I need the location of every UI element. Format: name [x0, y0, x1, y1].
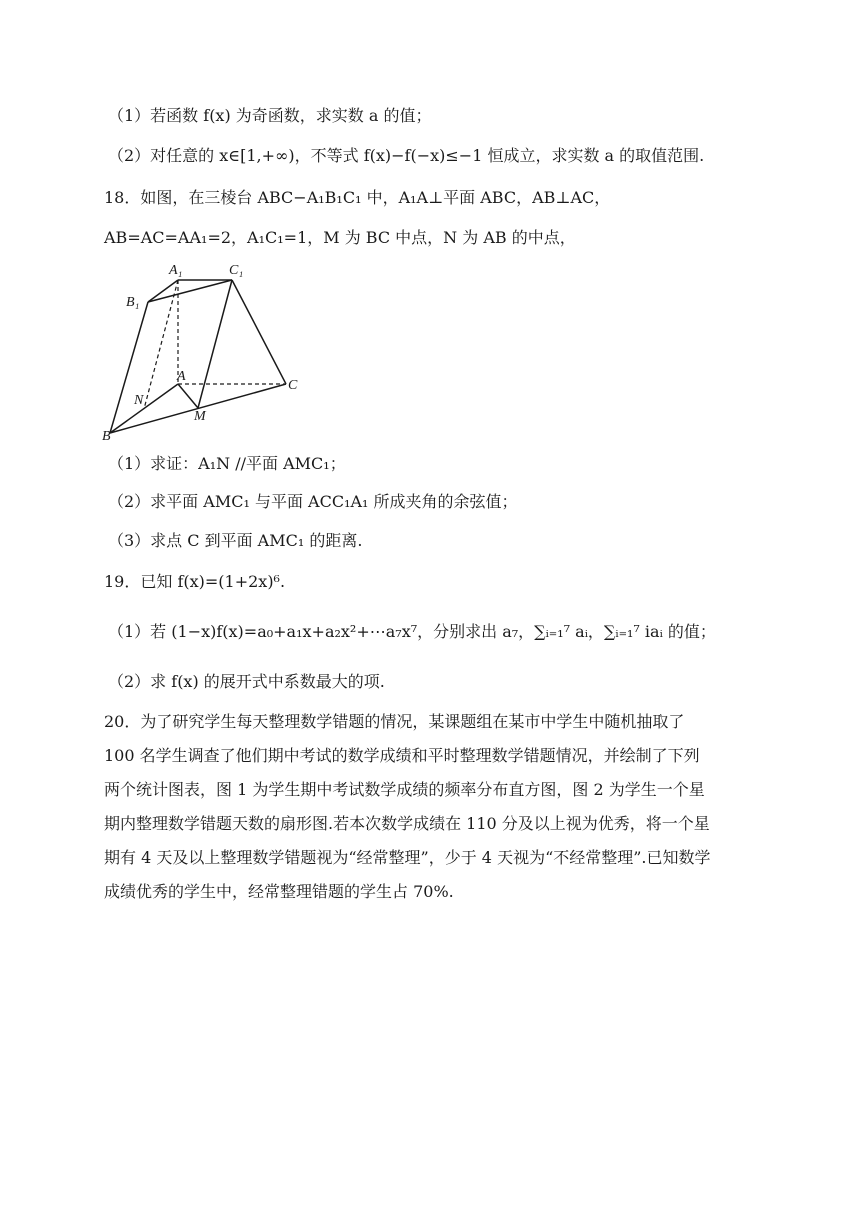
problem-20-line-2: 100 名学生调查了他们期中考试的数学成绩和平时整理数学错题情况，并绘制了下列 [104, 746, 700, 765]
problem-20-line-5: 期有 4 天及以上整理数学错题视为“经常整理”，少于 4 天视为“不经常整理”.已知数学 [104, 848, 711, 867]
problem-20-line-1: 20．为了研究学生每天整理数学错题的情况，某课题组在某市中学生中随机抽取了 [104, 712, 685, 731]
problem-18-stem: 18．如图，在三棱台 ABC−A₁B₁C₁ 中，A₁A⊥平面 ABC，AB⊥AC， [104, 188, 611, 207]
edge-a-b [110, 384, 178, 433]
edge-c1-c [232, 280, 286, 384]
label-a1: A₁ [169, 263, 183, 278]
problem-17-part-2: （2）对任意的 x∈[1,+∞)，不等式 f(x)−f(−x)≤−1 恒成立，求实数 a 的取值范围. [108, 146, 705, 165]
problem-17-part-1: （1）若函数 f(x) 为奇函数，求实数 a 的值； [108, 106, 432, 125]
problem-20-line-3: 两个统计图表，图 1 为学生期中考试数学成绩的频率分布直方图，图 2 为学生一个星 [104, 780, 705, 799]
problem-18-part-3: （3）求点 C 到平面 AMC₁ 的距离. [108, 531, 363, 550]
problem-20-line-4: 期内整理数学错题天数的扇形图.若本次数学成绩在 110 分及以上视为优秀，将一个星 [104, 814, 710, 833]
edge-c1-m [198, 280, 232, 408]
frustum-figure [100, 258, 320, 443]
label-a: A [177, 369, 186, 384]
edge-a-m [178, 384, 198, 408]
edge-b1-c1 [148, 280, 232, 302]
label-m: M [194, 409, 206, 424]
label-c: C [288, 378, 298, 393]
problem-19-part-1: （1）若 (1−x)f(x)=a₀+a₁x+a₂x²+⋯a₇x⁷，分别求出 a₇，∑ᵢ₌₁⁷ aᵢ，∑ᵢ₌₁⁷ iaᵢ 的值； [108, 622, 716, 641]
problem-18-conditions: AB=AC=AA₁=2，A₁C₁=1，M 为 BC 中点，N 为 AB 的中点， [104, 228, 576, 247]
label-c1: C₁ [229, 263, 244, 278]
label-b: B [102, 429, 111, 443]
problem-18-part-2: （2）求平面 AMC₁ 与平面 ACC₁A₁ 所成夹角的余弦值； [108, 492, 518, 511]
label-n: N [134, 393, 144, 408]
problem-19-part-2: （2）求 f(x) 的展开式中系数最大的项. [108, 672, 385, 691]
problem-20-line-6: 成绩优秀的学生中，经常整理错题的学生占 70%. [104, 882, 454, 901]
problem-18-part-1: （1）求证：A₁N //平面 AMC₁； [108, 454, 346, 473]
label-b1: B₁ [126, 295, 140, 310]
problem-19-stem: 19．已知 f(x)=(1+2x)⁶. [104, 572, 286, 591]
edge-b1-b [110, 302, 148, 433]
